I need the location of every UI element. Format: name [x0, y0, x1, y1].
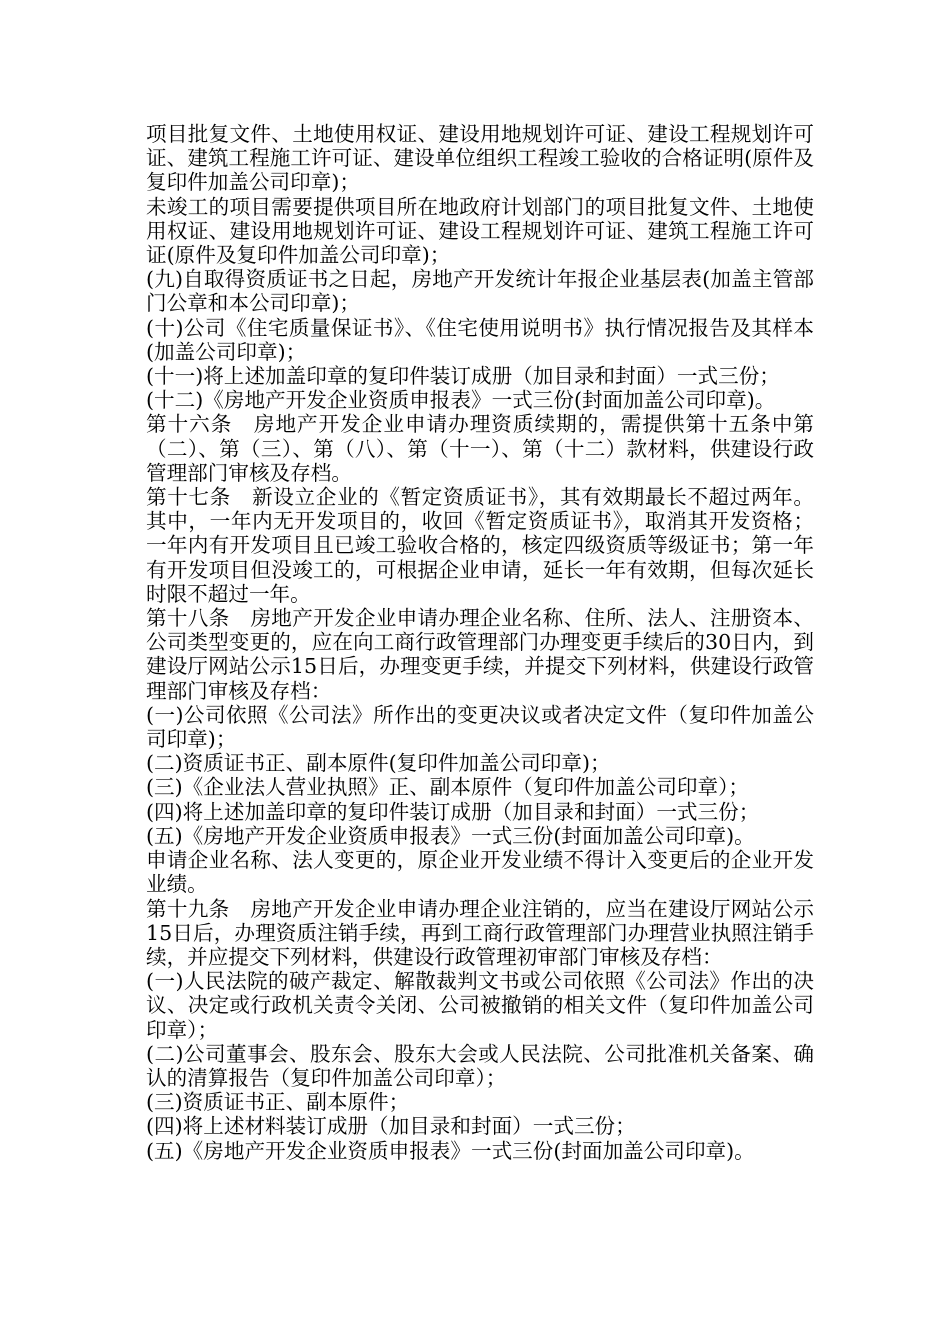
- paragraph-article-18-item-4: (四)将上述加盖印章的复印件装订成册（加目录和封面）一式三份；: [146, 799, 760, 824]
- paragraph-article-19-item-1: (一)人民法院的破产裁定、解散裁判文书或公司依照《公司法》作出的决议、决定或行政机关责令关闭、公司被撤销的相关文件（复印件加盖公司印章）；: [146, 969, 814, 1042]
- paragraph-article-18-item-2: (二)资质证书正、副本原件(复印件加盖公司印章)；: [146, 751, 611, 776]
- paragraph-article-18-item-1: (一)公司依照《公司法》所作出的变更决议或者决定文件（复印件加盖公司印章)；: [146, 702, 814, 752]
- document-page: [146, 122, 814, 1163]
- paragraph-item-12: (十二)《房地产开发企业资质申报表》一式三份(封面加盖公司印章)。: [146, 388, 776, 413]
- paragraph-article-19-item-4: (四)将上述材料装订成册（加目录和封面）一式三份；: [146, 1114, 636, 1139]
- paragraph-article-19-item-3: (三)资质证书正、副本原件；: [146, 1090, 410, 1115]
- paragraph-article-18: 第十八条 房地产开发企业申请办理企业名称、住所、法人、注册资本、公司类型变更的，应在向工商行政管理部门办理变更手续后的30日内，到建设厅网站公示15日后，办理变更手续，并提交下列材料，供建设行政管理部门审核及存档：: [146, 606, 814, 703]
- paragraph-article-18-item-5: (五)《房地产开发企业资质申报表》一式三份(封面加盖公司印章)。: [146, 823, 755, 848]
- paragraph-article-19-item-2: (二)公司董事会、股东会、股东大会或人民法院、公司批准机关备案、确认的清算报告（复印件加盖公司印章）；: [146, 1041, 814, 1090]
- paragraph-approval-documents: 项目批复文件、土地使用权证、建设用地规划许可证、建设工程规划许可证、建筑工程施工许可证、建设单位组织工程竣工验收的合格证明(原件及复印件加盖公司印章)；: [146, 122, 814, 195]
- paragraph-item-10: (十)公司《住宅质量保证书》、《住宅使用说明书》执行情况报告及其样本(加盖公司印章)；: [146, 315, 814, 364]
- paragraph-name-change-note: 申请企业名称、法人变更的，原企业开发业绩不得计入变更后的企业开发业绩。: [146, 848, 814, 897]
- paragraph-item-9: (九)自取得资质证书之日起，房地产开发统计年报企业基层表(加盖主管部门公章和本公司印章)；: [146, 267, 814, 316]
- paragraph-article-18-item-3: (三)《企业法人营业执照》正、副本原件（复印件加盖公司印章）；: [146, 775, 749, 800]
- paragraph-article-19: 第十九条 房地产开发企业申请办理企业注销的，应当在建设厅网站公示15日后，办理资质注销手续，再到工商行政管理部门办理营业执照注销手续，并应提交下列材料，供建设行政管理初审部门审核及存档：: [146, 896, 814, 969]
- paragraph-article-17: 第十七条 新设立企业的《暂定资质证书》，其有效期最长不超过两年。其中，一年内无开发项目的，收回《暂定资质证书》，取消其开发资格；一年内有开发项目且已竣工验收合格的，核定四级资质等级证书；第一年有开发项目但没竣工的，可根据企业申请，延长一年有效期，但每次延长时限不超过一年。: [146, 485, 814, 606]
- paragraph-unfinished-projects: 未竣工的项目需要提供项目所在地政府计划部门的项目批复文件、土地使用权证、建设用地规划许可证、建设工程规划许可证、建筑工程施工许可证(原件及复印件加盖公司印章)；: [146, 194, 814, 268]
- paragraph-item-11: (十一)将上述加盖印章的复印件装订成册（加目录和封面）一式三份；: [146, 364, 780, 389]
- paragraph-article-16: 第十六条 房地产开发企业申请办理资质续期的，需提供第十五条中第（二）、第（三）、第（八）、第（十一）、第（十二）款材料，供建设行政管理部门审核及存档。: [146, 412, 814, 485]
- paragraph-article-19-item-5: (五)《房地产开发企业资质申报表》一式三份(封面加盖公司印章)。: [146, 1138, 755, 1163]
